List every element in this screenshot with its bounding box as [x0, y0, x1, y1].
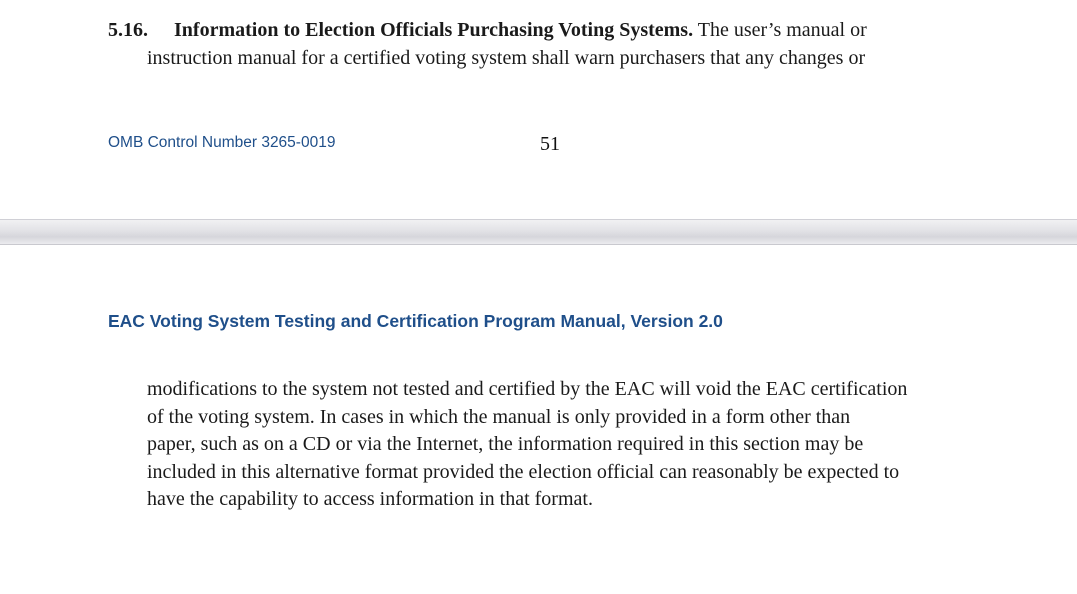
page-separator — [0, 219, 1077, 245]
paragraph-line: have the capability to access information in that format. — [147, 488, 593, 510]
paragraph-line: modifications to the system not tested and certified by the EAC will void the EAC certification — [147, 378, 908, 400]
section-number: 5.16. — [108, 19, 148, 41]
body-paragraph — [147, 376, 1007, 514]
paragraph-line: of the voting system. In cases in which the manual is only provided in a form other than — [147, 405, 851, 428]
footer-page-number: 51 — [540, 133, 560, 155]
section-heading — [108, 16, 1008, 44]
running-header-title: EAC Voting System Testing and Certification Program Manual, Version 2.0 — [108, 311, 723, 331]
section-body-line: instruction manual for a certified voting system shall warn purchasers that any changes or — [147, 47, 866, 69]
paragraph-line: included in this alternative format provided the election official can reasonably be expected to — [147, 460, 900, 483]
footer-control-number: OMB Control Number 3265-0019 — [108, 134, 336, 151]
section-title: Information to Election Officials Purchasing Voting Systems. — [174, 19, 694, 41]
section-lead-text: The user’s manual or — [693, 19, 867, 41]
paragraph-line: paper, such as on a CD or via the Internet, the information required in this section may be — [147, 433, 864, 455]
